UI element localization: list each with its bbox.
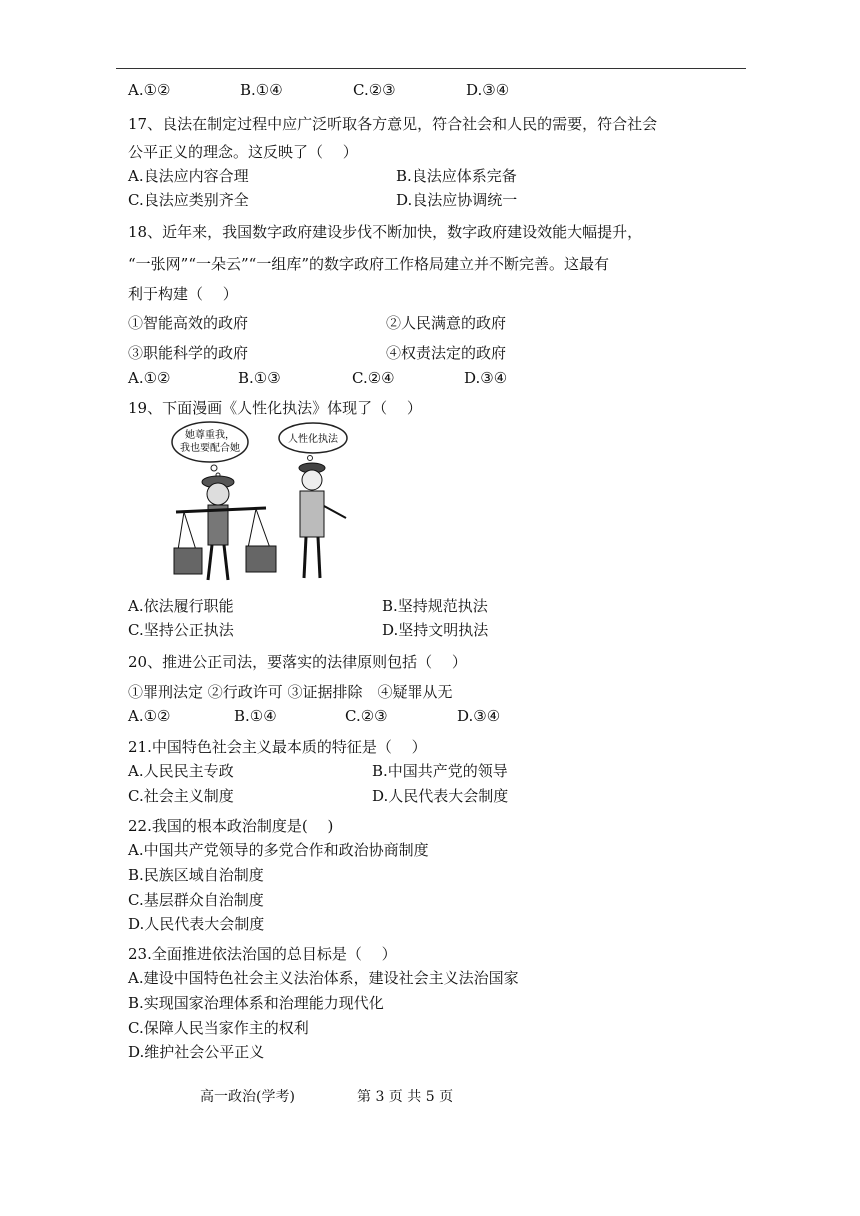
q23-stem: 23.全面推进依法治国的总目标是（ ） — [128, 945, 397, 963]
q22-option-c: C.基层群众自治制度 — [128, 891, 264, 909]
q18-option-d: D.③④ — [464, 369, 508, 387]
q18-stem-line2: “一张网”“一朵云”“一组库”的数字政府工作格局建立并不断完善。这最有 — [128, 255, 610, 273]
q16-option-a: A.①② — [128, 81, 171, 99]
q17-stem-line1: 17、良法在制定过程中应广泛听取各方意见，符合社会和人民的需要，符合社会 — [128, 115, 658, 133]
q16-option-b: B.①④ — [240, 81, 283, 99]
q18-item-4: ④权责法定的政府 — [386, 344, 507, 362]
q21-option-c: C.社会主义制度 — [128, 787, 234, 805]
q22-option-a: A.中国共产党领导的多党合作和政治协商制度 — [128, 841, 429, 859]
q16-option-c: C.②③ — [353, 81, 396, 99]
q21-option-b: B.中国共产党的领导 — [372, 762, 508, 780]
q22-option-d: D.人民代表大会制度 — [128, 915, 265, 933]
q23-option-b: B.实现国家治理体系和治理能力现代化 — [128, 994, 384, 1012]
q18-item-1: ①智能高效的政府 — [128, 314, 249, 332]
footer-subject: 高一政治(学考) — [200, 1089, 295, 1105]
q17-stem-line2: 公平正义的理念。这反映了（ ） — [128, 143, 358, 161]
q20-option-b: B.①④ — [234, 707, 277, 725]
cartoon-image — [170, 420, 370, 590]
q18-stem-line3: 利于构建（ ） — [128, 285, 238, 303]
q21-option-d: D.人民代表大会制度 — [372, 787, 509, 805]
q18-item-3: ③职能科学的政府 — [128, 344, 249, 362]
q16-option-d: D.③④ — [466, 81, 510, 99]
q19-option-a: A.依法履行职能 — [128, 597, 234, 615]
bubble-left-line2: 我也要配合她 — [180, 443, 240, 454]
q20-option-a: A.①② — [128, 707, 171, 725]
q17-option-c: C.良法应类别齐全 — [128, 191, 249, 209]
q18-item-2: ②人民满意的政府 — [386, 314, 507, 332]
q18-option-c: C.②④ — [352, 369, 395, 387]
q17-option-a: A.良法应内容合理 — [128, 167, 249, 185]
q21-stem: 21.中国特色社会主义最本质的特征是（ ） — [128, 738, 427, 756]
cartoon-humanized-law-enforcement — [170, 420, 370, 590]
footer-page-number: 第 3 页 共 5 页 — [357, 1089, 454, 1105]
bubble-right-text: 人性化执法 — [288, 434, 338, 445]
q20-option-d: D.③④ — [457, 707, 501, 725]
q19-option-c: C.坚持公正执法 — [128, 621, 234, 639]
q22-stem: 22.我国的根本政治制度是( ) — [128, 817, 334, 835]
q18-option-a: A.①② — [128, 369, 171, 387]
q20-option-c: C.②③ — [345, 707, 388, 725]
q23-option-d: D.维护社会公平正义 — [128, 1043, 265, 1061]
bubble-left-line1: 她尊重我， — [185, 430, 235, 441]
q18-stem-line1: 18、近年来，我国数字政府建设步伐不断加快，数字政府建设效能大幅提升， — [128, 223, 643, 241]
header-rule — [116, 68, 746, 69]
q19-option-d: D.坚持文明执法 — [382, 621, 489, 639]
q17-option-b: B.良法应体系完备 — [396, 167, 517, 185]
q21-option-a: A.人民民主专政 — [128, 762, 234, 780]
q23-option-c: C.保障人民当家作主的权利 — [128, 1019, 309, 1037]
q23-option-a: A.建设中国特色社会主义法治体系，建设社会主义法治国家 — [128, 969, 519, 987]
q18-option-b: B.①③ — [238, 369, 281, 387]
q19-stem: 19、下面漫画《人性化执法》体现了（ ） — [128, 399, 422, 417]
q22-option-b: B.民族区域自治制度 — [128, 866, 264, 884]
q19-option-b: B.坚持规范执法 — [382, 597, 488, 615]
q20-stem: 20、推进公正司法，要落实的法律原则包括（ ） — [128, 653, 467, 671]
q20-items: ①罪刑法定 ②行政许可 ③证据排除 ④疑罪从无 — [128, 683, 453, 701]
q17-option-d: D.良法应协调统一 — [396, 191, 518, 209]
